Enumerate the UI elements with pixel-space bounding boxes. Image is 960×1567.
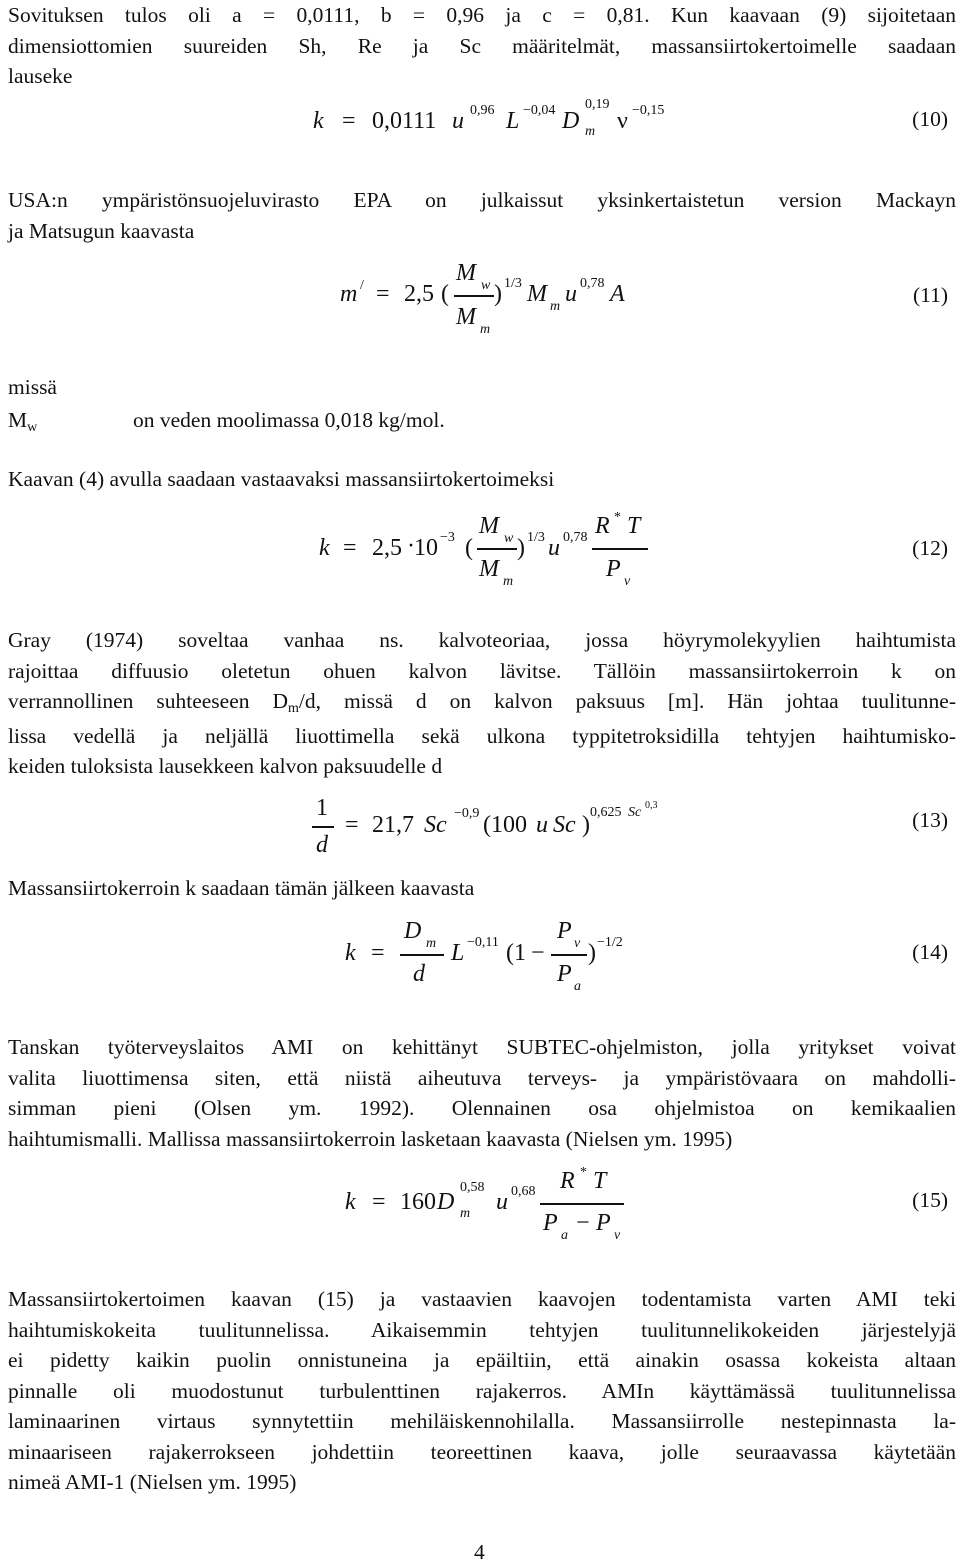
eq-paren: ( bbox=[465, 535, 473, 561]
text-line: ja Matsugun kaavasta bbox=[8, 218, 195, 243]
eq-minus: − bbox=[576, 1210, 590, 1236]
eq-symbol: u bbox=[536, 812, 548, 838]
eq-subscript: w bbox=[504, 531, 514, 546]
text-line: ei pidetty kaikin puolin onnistuneina ja epäiltiin, että ainakin osassa kokeista altaan bbox=[8, 1348, 956, 1372]
fraction-denominator: d bbox=[316, 832, 328, 858]
eq-coefficient: 0,0111 bbox=[372, 108, 437, 134]
eq-subscript: m bbox=[426, 936, 437, 951]
eq-symbol: M bbox=[527, 281, 547, 307]
eq-symbol: m bbox=[340, 281, 358, 307]
eq-subscript: w bbox=[481, 278, 491, 293]
eq-exponent: 0,3 bbox=[645, 800, 658, 811]
equation-number: (10) bbox=[912, 107, 948, 131]
eq-subscript: a bbox=[574, 979, 581, 994]
eq-paren: ( bbox=[441, 281, 449, 307]
definition-symbol-sub: w bbox=[27, 420, 38, 435]
eq-exponent: 1/3 bbox=[504, 276, 522, 291]
fraction-denominator: d bbox=[413, 961, 425, 987]
text-fragment: /d, missä d on kalvon paksuus [m]. Hän johtaa tuulitunne- bbox=[298, 689, 956, 713]
eq-symbol: Sc bbox=[553, 812, 576, 838]
text-line: lissa vedellä ja neljällä liuottimella sekä ulkona typpitetroksidilla tehtyjen haihtumisko- bbox=[8, 723, 956, 748]
eq-exponent: −0,15 bbox=[632, 103, 665, 118]
text-line: Tanskan työterveyslaitos AMI on kehittänyt SUBTEC-ohjelmiston, jolla yritykset voivat bbox=[8, 1035, 956, 1059]
text-line: pinnalle oli muodostunut turbulenttinen rajakerros. AMIn käyttämässä tuulitunnelissa bbox=[8, 1378, 956, 1403]
fraction-numerator: D bbox=[404, 918, 422, 944]
text-line: keiden tuloksista lausekkeen kalvon paksuudelle d bbox=[8, 754, 443, 778]
fraction-bar bbox=[540, 1203, 624, 1205]
fraction-numerator: 1 bbox=[316, 795, 328, 821]
fraction-bar bbox=[477, 548, 517, 550]
text-line bbox=[8, 686, 956, 721]
eq-subscript: m bbox=[550, 299, 561, 314]
eq-symbol: u bbox=[565, 281, 577, 307]
text-line: simman pieni (Olsen ym. 1992). Olennainen osa ohjelmistoa on kemikaalien bbox=[8, 1096, 956, 1120]
equation-number: (13) bbox=[912, 808, 948, 832]
paragraph-7 bbox=[8, 1284, 956, 1498]
eq-symbol: D bbox=[437, 1189, 455, 1215]
definition-symbol bbox=[8, 408, 37, 433]
eq-dot: · bbox=[407, 533, 415, 559]
fraction-bar bbox=[551, 954, 587, 956]
eq-body: (1 bbox=[506, 940, 526, 966]
text-line: dimensiottomien suureiden Sh, Re ja Sc määritelmät, massansiirtokertoimelle saadaan bbox=[8, 33, 956, 58]
paragraph-2 bbox=[8, 185, 956, 246]
eq-exponent: −3 bbox=[440, 530, 455, 545]
eq-exponent: 0,78 bbox=[563, 530, 588, 545]
eq-equals: = bbox=[343, 535, 357, 561]
text-fragment: verrannollinen suhteeseen D bbox=[8, 689, 288, 713]
equation-number: (14) bbox=[912, 940, 948, 964]
eq-star: * bbox=[580, 1165, 587, 1180]
paragraph-1 bbox=[8, 0, 956, 92]
fraction-numerator: R bbox=[560, 1168, 575, 1194]
eq-equals: = bbox=[372, 1189, 386, 1215]
text-line: minaariseen rajakerrokseen johdettiin teoreettinen kaava, jolle seuraavassa käytetään bbox=[8, 1439, 956, 1464]
subscript: m bbox=[288, 701, 299, 716]
fraction-denominator: M bbox=[479, 556, 499, 582]
eq-exponent: 0,625 bbox=[590, 805, 622, 820]
paragraph-3: Kaavan (4) avulla saadaan vastaavaksi massansiirtokertoimeksi bbox=[8, 467, 555, 491]
eq-paren: ) bbox=[582, 812, 590, 838]
text-line: USA:n ympäristönsuojeluvirasto EPA on julkaissut yksinkertaistetun version Mackayn bbox=[8, 188, 956, 212]
eq-minus: − bbox=[531, 940, 545, 966]
eq-exponent: 0,78 bbox=[580, 276, 605, 291]
fraction-denominator: P bbox=[543, 1210, 558, 1236]
eq-exponent: 0,96 bbox=[470, 103, 495, 118]
eq-equals: = bbox=[342, 108, 356, 134]
fraction-bar bbox=[592, 548, 648, 550]
fraction-denominator: P bbox=[596, 1210, 611, 1236]
fraction-denominator: P bbox=[606, 556, 621, 582]
text-line: laminaarinen virtaus synnytettiin mehiläiskennohilalla. Massansiirrolle nestepinnasta la- bbox=[8, 1409, 956, 1433]
eq-paren: ) bbox=[517, 535, 525, 561]
eq-exponent: −0,9 bbox=[454, 806, 480, 821]
fraction-numerator: M bbox=[456, 260, 476, 286]
eq-symbol: u bbox=[496, 1189, 508, 1215]
fraction-numerator: P bbox=[557, 918, 572, 944]
equation-number: (12) bbox=[912, 536, 948, 560]
eq-exponent: 0,19 bbox=[585, 97, 610, 112]
eq-symbol: L bbox=[451, 940, 465, 966]
eq-subscript: v bbox=[574, 936, 581, 951]
eq-number: 10 bbox=[414, 535, 438, 561]
text-line: haihtumiskokeita tuulitunnelissa. Aikaisemmin tehtyjen tuulitunnelikokeiden järjestelyjä bbox=[8, 1317, 956, 1342]
eq-coefficient: 2,5 bbox=[372, 535, 402, 561]
eq-body: (100 bbox=[483, 812, 527, 838]
text-line: rajoittaa diffuusio oletetun ohuen kalvon lävitse. Tällöin massansiirtokerroin k on bbox=[8, 658, 956, 683]
eq-exponent: −0,04 bbox=[523, 103, 556, 118]
fraction-bar bbox=[454, 295, 494, 297]
paragraph-5: Massansiirtokerroin k saadaan tämän jälkeen kaavasta bbox=[8, 876, 475, 900]
eq-exponent: 1/3 bbox=[527, 530, 545, 545]
text-line: Massansiirtokertoimen kaavan (15) ja vastaavien kaavojen todentamista varten AMI teki bbox=[8, 1287, 956, 1311]
fraction-numerator: T bbox=[627, 513, 641, 539]
eq-symbol: A bbox=[610, 281, 625, 307]
eq-equals: = bbox=[345, 812, 359, 838]
missa-label: missä bbox=[8, 375, 57, 399]
eq-coefficient: 160 bbox=[400, 1189, 436, 1215]
fraction-denominator: M bbox=[456, 304, 476, 330]
paragraph-6 bbox=[8, 1032, 956, 1154]
eq-symbol: u bbox=[452, 108, 464, 134]
eq-subscript: m bbox=[460, 1206, 471, 1221]
equation-number: (15) bbox=[912, 1188, 948, 1212]
fraction-bar bbox=[400, 954, 444, 956]
eq-symbol: k bbox=[319, 535, 330, 561]
eq-subscript: m bbox=[585, 124, 596, 139]
fraction-numerator: M bbox=[479, 513, 499, 539]
eq-exponent: −1/2 bbox=[597, 935, 623, 950]
eq-symbol: u bbox=[548, 535, 560, 561]
eq-equals: = bbox=[376, 281, 390, 307]
fraction-denominator: P bbox=[557, 961, 572, 987]
eq-subscript: a bbox=[561, 1228, 568, 1243]
eq-paren: ) bbox=[588, 940, 596, 966]
eq-exponent: 0,58 bbox=[460, 1180, 485, 1195]
text-line: nimeä AMI-1 (Nielsen ym. 1995) bbox=[8, 1470, 297, 1494]
eq-exponent: −0,11 bbox=[467, 935, 499, 950]
eq-equals: = bbox=[371, 940, 385, 966]
text-line: Sovituksen tulos oli a = 0,0111, b = 0,96 ja c = 0,81. Kun kaavaan (9) sijoitetaan bbox=[8, 3, 956, 27]
definition-text: on veden moolimassa 0,018 kg/mol. bbox=[133, 408, 445, 432]
eq-coefficient: 2,5 bbox=[404, 281, 434, 307]
fraction-numerator: T bbox=[593, 1168, 607, 1194]
fraction-bar bbox=[312, 826, 334, 828]
eq-symbol: Sc bbox=[424, 812, 447, 838]
eq-symbol: L bbox=[506, 108, 520, 134]
eq-coefficient: 21,7 bbox=[372, 812, 414, 838]
text-line: haihtumismalli. Mallissa massansiirtokerroin lasketaan kaavasta (Nielsen ym. 1995) bbox=[8, 1126, 733, 1151]
eq-star: * bbox=[614, 510, 621, 525]
eq-exponent: 0,68 bbox=[511, 1184, 536, 1199]
definition-symbol-main: M bbox=[8, 408, 28, 432]
eq-symbol: ν bbox=[617, 108, 628, 134]
equation-number: (11) bbox=[912, 283, 948, 307]
fraction-numerator: R bbox=[595, 513, 610, 539]
eq-paren: ) bbox=[494, 281, 502, 307]
eq-subscript: v bbox=[624, 574, 631, 589]
paragraph-4 bbox=[8, 625, 956, 782]
eq-subscript: v bbox=[614, 1228, 621, 1243]
eq-symbol: k bbox=[345, 1189, 356, 1215]
eq-subscript: m bbox=[480, 322, 491, 337]
eq-exponent: Sc bbox=[628, 805, 642, 820]
eq-prime: / bbox=[360, 278, 364, 293]
text-line: lauseke bbox=[8, 64, 73, 88]
eq-symbol: D bbox=[562, 108, 580, 134]
text-line: Gray (1974) soveltaa vanhaa ns. kalvoteoriaa, jossa höyrymolekyylien haihtumista bbox=[8, 628, 956, 652]
text-line: valita liuottimensa siten, että niistä aiheutuva terveys- ja ympäristövaara on mahdolli- bbox=[8, 1065, 956, 1090]
eq-symbol: k bbox=[345, 940, 356, 966]
page-number: 4 bbox=[474, 1540, 485, 1564]
eq-subscript: m bbox=[503, 574, 514, 589]
eq-symbol: k bbox=[313, 108, 324, 134]
